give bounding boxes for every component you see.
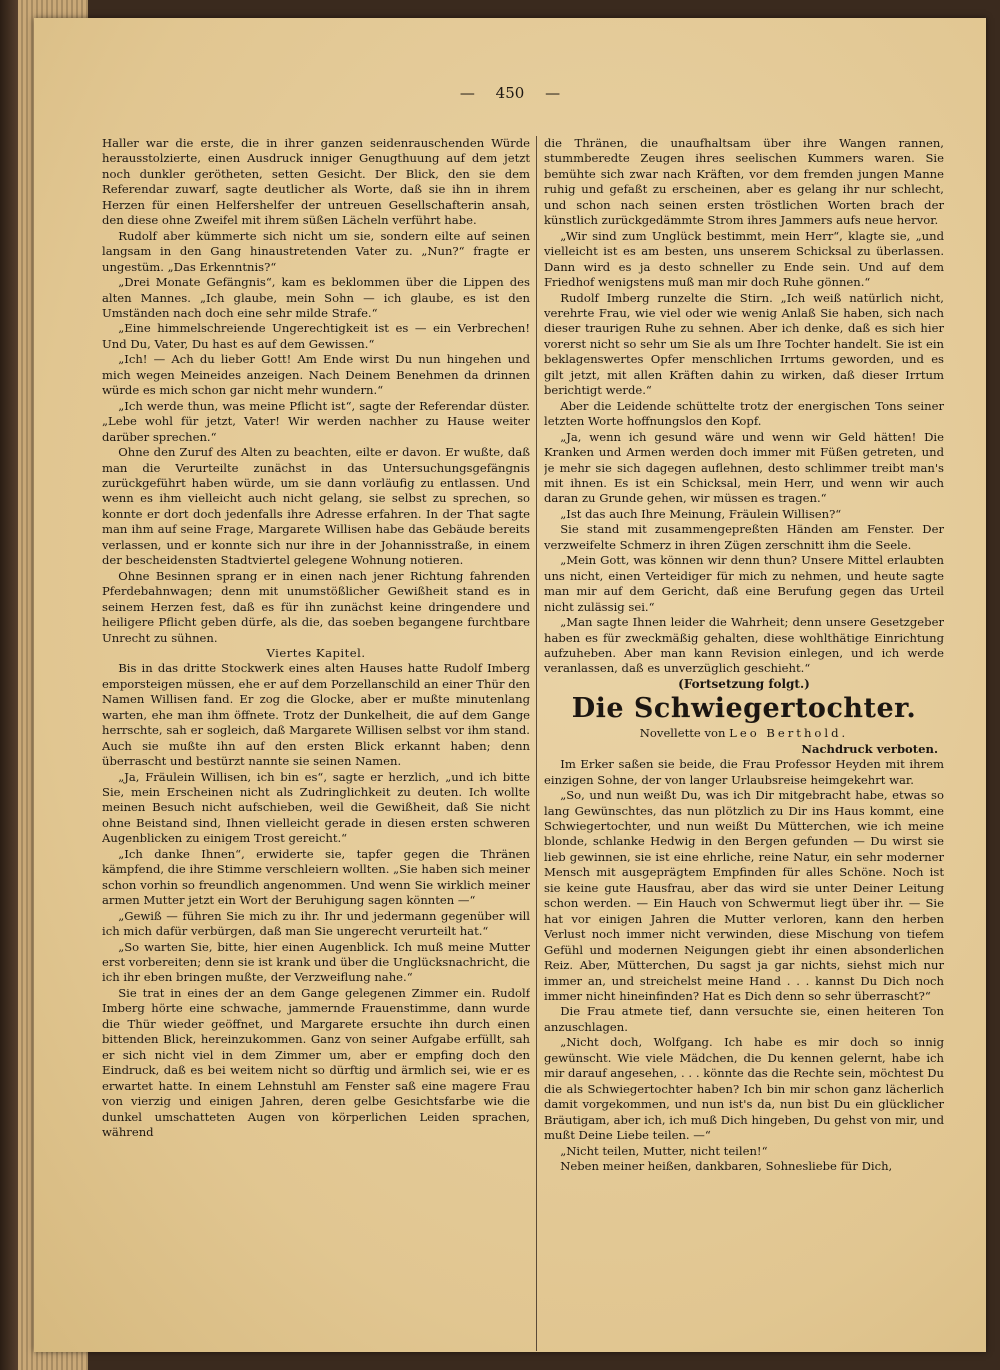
paragraph: „Ich werde thun, was meine Pflicht ist“, sagte der Referendar düster. „Lebe wohl für jetzt, Vater! Wir werden nachher zu Hause weiter darüber sprechen.“ bbox=[102, 398, 530, 444]
paragraph: Ohne Besinnen sprang er in einen nach jener Richtung fahrenden Pferdebahnwagen; denn mit unumstößlicher Gewißheit stand es in seinem Herzen fest, daß es für ihn zunächst keine dringendere und heiligere Pflicht geben dürfe, als die, das soeben begangene furchtbare Unrecht zu sühnen. bbox=[102, 568, 530, 645]
paragraph: „Nicht teilen, Mutter, nicht teilen!“ bbox=[560, 1143, 768, 1158]
paragraph: „So warten Sie, bitte, hier einen Augenblick. Ich muß meine Mutter erst vorbereiten; denn sie ist krank und über die Unglücksnachricht, die ich ihr eben bringen mußte, der Verzweiflung nahe.“ bbox=[102, 939, 530, 985]
page-number: 450 bbox=[495, 84, 525, 102]
header-dash-left: — bbox=[459, 84, 475, 102]
paragraph: Rudolf Imberg runzelte die Stirn. „Ich weiß natürlich nicht, verehrte Frau, wie viel oder wie wenig Anlaß Sie haben, sich nach dieser traurigen Ruhe zu sehnen. Aber ich denke, daß es sich hier vorerst nicht so sehr um Sie als um Ihre Tochter handelt. Sie ist ein beklagenswertes Opfer menschlichen Irrtums geworden, und es gilt jetzt, mit allen Kräften dahin zu wirken, daß dieser Irrtum berichtigt werde.“ bbox=[544, 290, 944, 398]
paragraph: „Ich! — Ach du lieber Gott! Am Ende wirst Du nun hingehen und mich wegen Meineides anzeigen. Nach Deinem Benehmen da drinnen würde es mich schon gar nicht mehr wundern.“ bbox=[102, 352, 530, 398]
paragraph: Ohne den Zuruf des Alten zu beachten, eilte er davon. Er wußte, daß man die Verurteilte zunächst in das Untersuchungsgefängnis zurückgeführt haben würde, um sie dann vorläufig zu entlassen. Und wenn es ihm vielleicht auch nicht gelang, sie selbst zu sprechen, so konnte er dort doch jedenfalls ihre Adresse erfahren. In der That sagte man ihm auf seine Frage, Margarete Willisen habe das Gebäude bereits verlassen, und er konnte sich nur ihre in der Johannisstraße, in einem der bescheidensten Stadtviertel gelegene Wohnung notieren. bbox=[102, 445, 530, 568]
paragraph: Bis in das dritte Stockwerk eines alten Hauses hatte Rudolf Imberg emporsteigen müssen, ehe er auf dem Porzellanschild an einer Thür den Namen Willisen fand. Er zog die Glocke, aber er mußte minutenlang warten, ehe man ihm öffnete. Trotz der Dunkelheit, die auf dem Gange herrschte, sah er sogleich, daß Margarete Willisen selbst vor ihm stand. Auch sie mußte ihn auf den ersten Blick erkannt haben; denn überrascht und bestürzt nannte sie seinen Namen. bbox=[102, 661, 530, 769]
paragraph: „Mein Gott, was können wir denn thun? Unsere Mittel erlaubten uns nicht, einen Verteidiger für mich zu nehmen, und heute sagte man mir auf dem Gericht, daß eine Berufung gegen das Urteil nicht zulässig sei.“ bbox=[544, 553, 944, 614]
paragraph: Sie trat in eines der an dem Gange gelegenen Zimmer ein. Rudolf Imberg hörte eine schwache, jammernde Frauenstimme, dann wurde die Thür wieder geöffnet, und Margarete ersuchte ihn durch einen bittenden Blick, hereinzukommen. Ganz von seiner Aufgabe erfüllt, sah er sich nicht viel in dem Zimmer um, aber er empfing doch den Eindruck, daß es bei weitem nicht so dürftig und ärmlich sei, wie er es erwartet hatte. In einem Lehnstuhl am Fenster saß eine magere Frau von vierzig und einigen Jahren, deren gelbe Gesichtsfarbe wie die dunkel umschatteten Augen von körperlichen Leiden sprachen, während bbox=[102, 985, 530, 1139]
paragraph: Sie stand mit zusammengepreßten Händen am Fenster. Der verzweifelte Schmerz in ihren Zügen zerschnitt ihm die Seele. bbox=[544, 522, 944, 552]
paragraph: „Man sagte Ihnen leider die Wahrheit; denn unsere Gesetzgeber haben es für zweckmäßig gehalten, diese wohlthätige Einrichtung aufzuheben. Aber man kann Revision einlegen, und ich werde veranlassen, daß es unverzüglich geschieht.“ bbox=[544, 615, 944, 676]
page-header bbox=[34, 84, 986, 106]
paragraph: die Thränen, die unaufhaltsam über ihre Wangen rannen, stummberedte Zeugen ihres seelischen Kummers waren. Sie bemühte sich zwar nach Kräften, vor dem fremden jungen Manne ruhig und gefaßt zu erscheinen, aber es gelang ihr nur schlecht, und schon nach seinen ersten tröstlichen Worten brach der künstlich zurückgedämmte Strom ihres Jammers aufs neue hervor. bbox=[544, 136, 944, 228]
author-name: Leo Berthold. bbox=[729, 726, 849, 741]
continuation-notice: (Fortsetzung folgt.) bbox=[678, 676, 810, 691]
paragraph: „Drei Monate Gefängnis“, kam es beklommen über die Lippen des alten Mannes. „Ich glaube, mein Sohn — ich glaube, es ist den Umständen nach doch eine sehr milde Strafe.“ bbox=[102, 275, 530, 320]
paragraph: Haller war die erste, die in ihrer ganzen seidenrauschenden Würde herausstolzierte, einen Ausdruck inniger Genugthuung auf dem jetzt noch dunkler gerötheten, setten Gesicht. Der Blick, den sie dem Referendar zuwarf, sagte deutlicher als Worte, daß sie ihn in ihrem Herzen für einen Helfershelfer der untreuen Gesellschafterin ansah, den diese ohne Zweifel mit ihrem süßen Lächeln verführt habe. bbox=[102, 136, 530, 228]
paragraph: „So, und nun weißt Du, was ich Dir mitgebracht habe, etwas so lang Gewünschtes, das nun plötzlich zu Dir ins Haus kommt, eine Schwiegertochter, und nun weißt Du Mütterchen, wie ich meine blonde, schlanke Hedwig in den Bergen gefunden — Du wirst sie lieb gewinnen, sie ist eine ehrliche, reine Natur, ein sehr moderner Mensch mit ausgeprägtem Empfinden für alles Schöne. Noch ist sie keine gute Hausfrau, aber das wird sie unter Deiner Leitung schon werden. — Ein Hauch von Schwermut liegt über ihr. — Sie hat vor einigen Jahren die Mutter verloren, kann den herben Verlust noch immer nicht verwinden, diese Mischung von tiefem Gefühl und modernen Neigungen giebt ihr einen absonderlichen Reiz. Aber, Mütterchen, Du sagst ja gar nichts, siehst mich nur immer an, und streichelst meine Hand . . . kannst Du Dich noch immer nicht hineinfinden? Hat es Dich denn so sehr überrascht?“ bbox=[544, 788, 944, 1004]
left-column bbox=[102, 136, 530, 1346]
paragraph: „Ja, wenn ich gesund wäre und wenn wir Geld hätten! Die Kranken und Armen werden doch immer mit Füßen getreten, und je mehr sie sich dagegen auflehnen, desto schlimmer treibt man's mit ihnen. Es ist ein Schicksal, mein Herr, und wenn wir auch daran zu Grunde gehen, wir müssen es tragen.“ bbox=[544, 429, 944, 506]
paragraph: „Ja, Fräulein Willisen, ich bin es“, sagte er herzlich, „und ich bitte Sie, mein Erscheinen nicht als Zudringlichkeit zu deuten. Ich wollte meinen Besuch nicht aufschieben, weil die Gewißheit, daß Sie nicht ohne Beistand sind, Ihnen vielleicht gerade in diesen ersten schweren Augenblicken zu einigem Trost gereicht.“ bbox=[102, 769, 530, 846]
reprint-notice: Nachdruck verboten. bbox=[801, 741, 938, 756]
story-title: Die Schwiegertochter. bbox=[571, 693, 917, 725]
paragraph: „Eine himmelschreiende Ungerechtigkeit ist es — ein Verbrechen! Und Du, Vater, Du hast es auf dem Gewissen.“ bbox=[102, 321, 530, 351]
paragraph: Im Erker saßen sie beide, die Frau Professor Heyden mit ihrem einzigen Sohne, der von langer Urlaubsreise heimgekehrt war. bbox=[544, 757, 944, 787]
paragraph: „Ist das auch Ihre Meinung, Fräulein Willisen?“ bbox=[560, 506, 842, 521]
paragraph: Neben meiner heißen, dankbaren, Sohnesliebe für Dich, bbox=[560, 1159, 893, 1173]
header-dash-right: — bbox=[545, 84, 561, 102]
author-prefix: Novellette von bbox=[639, 726, 726, 741]
paragraph: Rudolf aber kümmerte sich nicht um sie, sondern eilte auf seinen langsam in den Gang hinaustretenden Vater zu. „Nun?“ fragte er ungestüm. „Das Erkenntnis?“ bbox=[102, 228, 530, 274]
story-author bbox=[544, 726, 944, 741]
paragraph: „Nicht doch, Wolfgang. Ich habe es mir doch so innig gewünscht. Wie viele Mädchen, die Du kennen gelernt, habe ich mir darauf angesehen, . . . könnte das die Rechte sein, möchtest Du die als Schwiegertochter haben? Ich bin mir schon ganz lächerlich damit vorgekommen, und nun ist's da, nun bist Du ein glücklicher Bräutigam, aber ich, ich muß Dich hingeben, Du gehst von mir, und mußt Deine Liebe teilen. —“ bbox=[544, 1035, 944, 1143]
right-column bbox=[544, 136, 944, 1346]
paragraph: Die Frau atmete tief, dann versuchte sie, einen heiteren Ton anzuschlagen. bbox=[544, 1004, 944, 1034]
paragraph: „Wir sind zum Unglück bestimmt, mein Herr“, klagte sie, „und vielleicht ist es am besten, uns unserem Schicksal zu überlassen. Dann wird es ja desto schneller zu Ende sein. Und auf dem Friedhof wenigstens muß man mir doch Ruhe gönnen.“ bbox=[544, 228, 944, 290]
chapter-heading: Viertes Kapitel. bbox=[266, 645, 366, 660]
paragraph: „Gewiß — führen Sie mich zu ihr. Ihr und jedermann gegenüber will ich mich dafür verbürgen, daß man Sie ungerecht verurteilt hat.“ bbox=[102, 908, 530, 939]
paragraph: „Ich danke Ihnen“, erwiderte sie, tapfer gegen die Thränen kämpfend, die ihre Stimme verschleiern wollten. „Sie haben sich meiner schon vorhin so freundlich angenommen. Und wenn Sie wirklich meiner armen Mutter jetzt ein Wort der Beruhigung sagen könnten —“ bbox=[102, 846, 530, 908]
background-edge bbox=[0, 0, 20, 1370]
column-divider bbox=[536, 136, 537, 1351]
paragraph: Aber die Leidende schüttelte trotz der energischen Tons seiner letzten Worte hoffnungslos den Kopf. bbox=[544, 398, 944, 429]
newspaper-page bbox=[34, 18, 986, 1352]
